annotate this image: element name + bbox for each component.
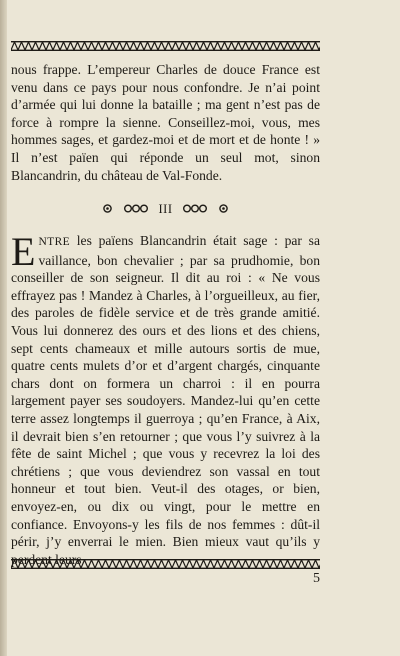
heading-ornament-dot-right (219, 202, 228, 217)
section-paragraph-body: les païens Blancandrin était sage : par sa vaillance, bon chevalier ; par sa prudhomie, bon conseiller de son seigneur. Il dit au roi : « Ne vous effrayez pas ! Mandez à Charles, à l’orgueilleux, au fier, des paroles de fidèle service et de très grande amitié. Vous lui donnerez des ours et des lions et des chiens, sept cents chameaux et mille autours sortis de mue, quatre cents mulets d’or et d’argent chargés, cinquante chars dont on formera un charroi : il en pourra largement payer ses soudoyers. Mandez-lui qu’en cette terre assez longtemps il guerroya ; qu’en France, à Aix, il devrait bien s’en retourner ; que vous l’y suivrez à la fête de saint Michel ; que vous y recevrez la loi des chrétiens ; que vous deviendrez son vassal en tout honneur et tout bien. Veut-il des otages, or bien, envoyez-en, ou dix ou vingt, pour le mettre en confiance. Envoyons-y les fils de nos femmes : dût-il périr, j’y enverrai le mien. Bien mieux vaut qu’ils y (11, 233, 320, 550)
drop-cap: E (11, 229, 36, 274)
top-ornamental-border (11, 41, 320, 51)
top-border-pattern (11, 41, 320, 51)
page-edge (0, 0, 7, 656)
section-number: III (158, 201, 173, 216)
heading-ornament-scroll-left (124, 202, 148, 217)
heading-ornament-scroll-right (183, 202, 207, 217)
section-paragraph (11, 229, 320, 568)
lead-word: NTRE (38, 236, 71, 248)
heading-ornament-dot-left (103, 202, 112, 217)
continued-paragraph: nous frappe. L’empereur Charles de douce France est venu dans ce pays pour nous confondre. Je n’ai point d’armée qui lui donne la bataille ; ma gent n’est pas de force à rompre la sienne. Conseillez-moi, vous, mes hommes sages, et gardez-moi et de mort et de honte ! » Il n’est païen qui réponde un seul mot, sinon Blancandrin, du château de Val-Fonde. (11, 62, 320, 183)
section-heading (11, 201, 320, 217)
page-number: 5 (313, 571, 320, 586)
bottom-border-pattern (11, 559, 320, 569)
bottom-ornamental-border (11, 559, 320, 569)
